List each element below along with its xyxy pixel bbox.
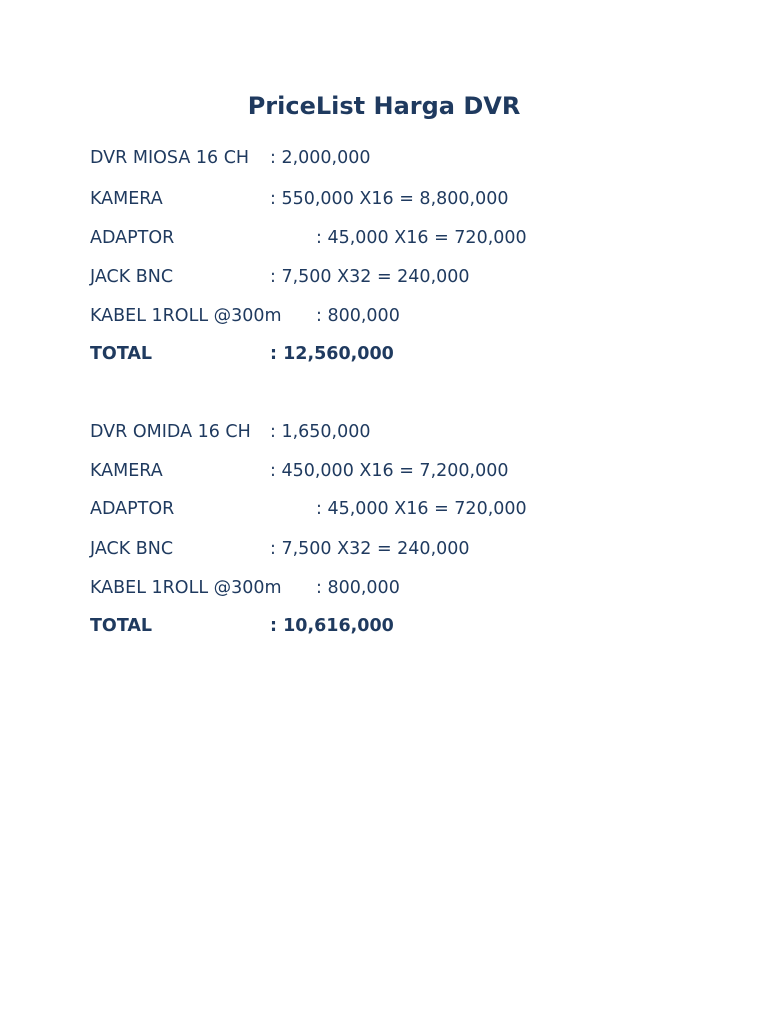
row-value: : 45,000 X16 = 720,000 — [316, 228, 527, 248]
row-label: JACK BNC — [90, 267, 174, 287]
row-value: : 800,000 — [316, 578, 400, 598]
row-label: ADAPTOR — [90, 499, 175, 519]
row-label: KAMERA — [90, 189, 163, 209]
row-value: : 10,616,000 — [270, 616, 394, 636]
row-label: KABEL 1ROLL @300m — [90, 578, 282, 598]
row-label: KABEL 1ROLL @300m — [90, 306, 282, 326]
row-value: : 450,000 X16 = 7,200,000 — [270, 461, 509, 481]
row-label: DVR MIOSA 16 CH — [90, 148, 250, 168]
row-label: JACK BNC — [90, 539, 174, 559]
page-title: PriceList Harga DVR — [247, 92, 521, 120]
row-label: TOTAL — [90, 344, 153, 364]
row-label: DVR OMIDA 16 CH — [90, 422, 251, 442]
row-label: ADAPTOR — [90, 228, 175, 248]
row-value: : 550,000 X16 = 8,800,000 — [270, 189, 509, 209]
row-value: : 800,000 — [316, 306, 400, 326]
row-label: TOTAL — [90, 616, 153, 636]
row-label: KAMERA — [90, 461, 163, 481]
row-value: : 12,560,000 — [270, 344, 394, 364]
row-value: : 7,500 X32 = 240,000 — [270, 539, 470, 559]
row-value: : 1,650,000 — [270, 422, 371, 442]
row-value: : 7,500 X32 = 240,000 — [270, 267, 470, 287]
row-value: : 45,000 X16 = 720,000 — [316, 499, 527, 519]
row-value: : 2,000,000 — [270, 148, 371, 168]
